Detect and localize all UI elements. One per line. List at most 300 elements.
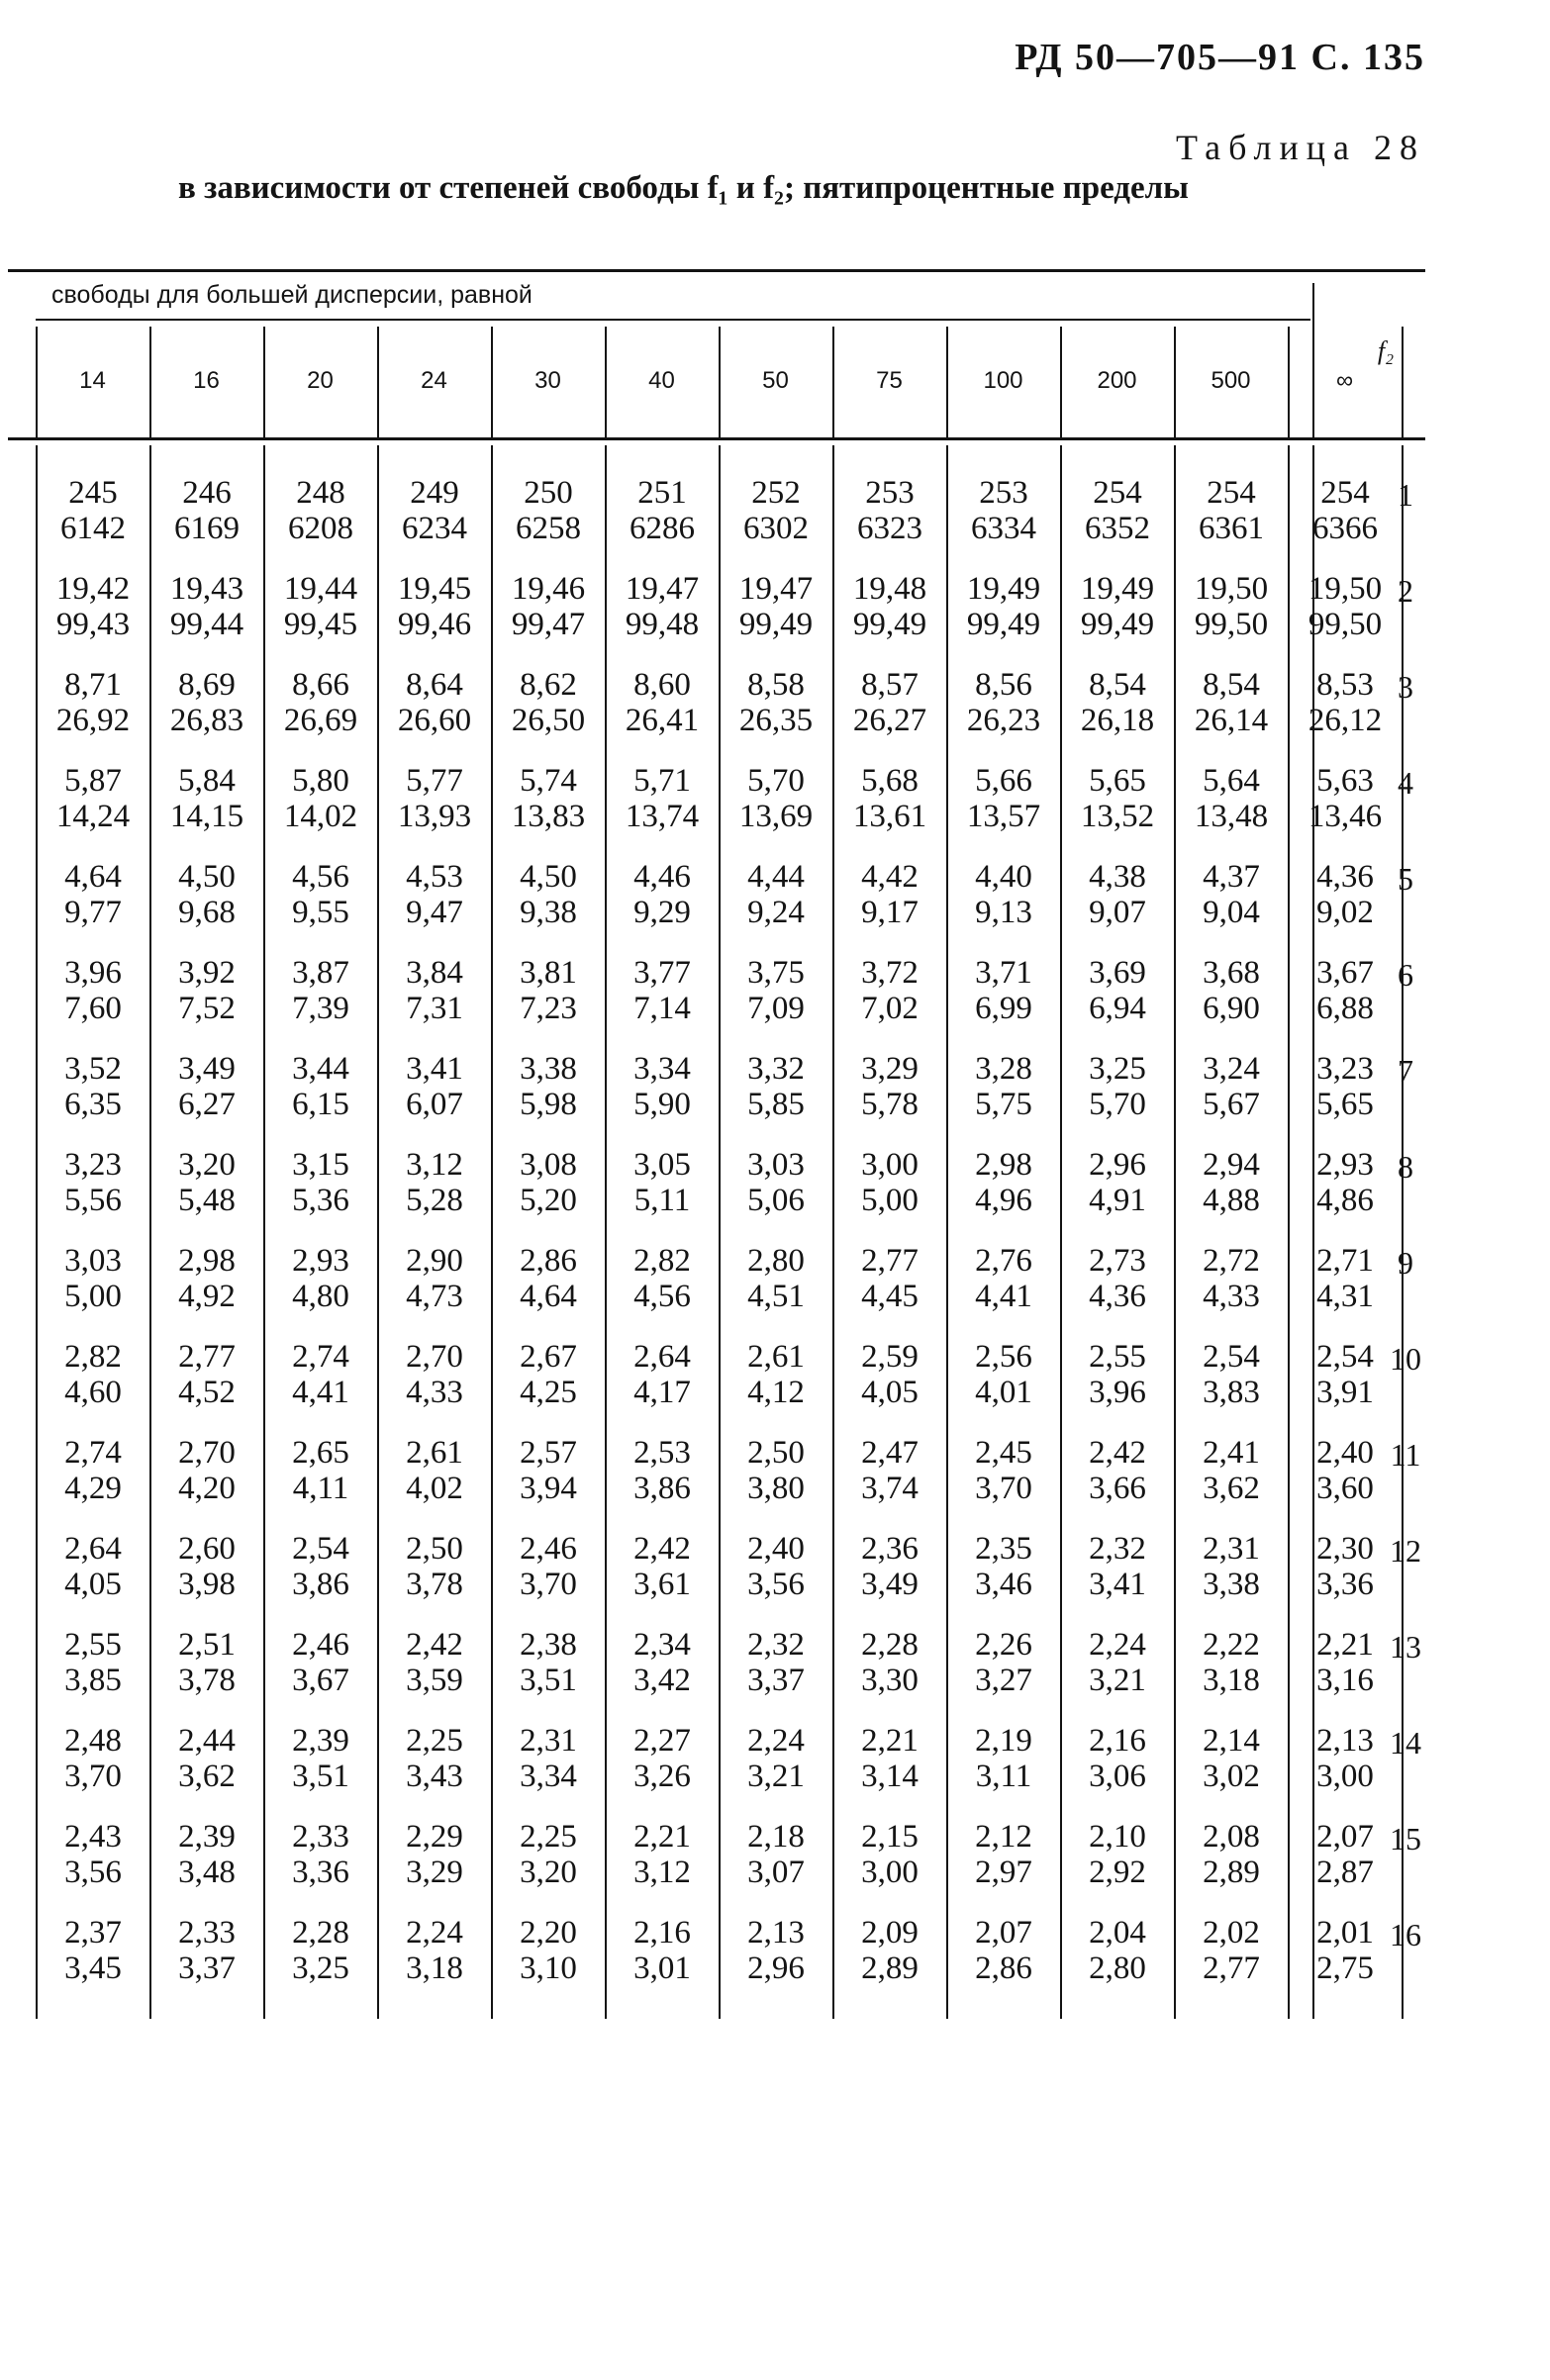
table-cell [1066,475,1169,546]
cell-value-lower: 4,05 [861,1375,919,1410]
cell-value-lower: 9,13 [975,895,1032,930]
cell-value-lower: 2,96 [747,1951,805,1986]
cell-value-upper: 2,10 [1089,1819,1146,1855]
cell-value-lower: 13,57 [966,799,1041,834]
cell-value-lower: 3,56 [747,1567,805,1602]
f2-value: 12 [1390,1533,1421,1569]
table-cell [838,1435,941,1506]
cell-value-upper: 4,64 [64,859,122,895]
table-subtitle: в зависимости от степеней свободы f₁ и f₂; пятипроцентные пределы [178,170,1189,206]
cell-value-lower: 4,41 [975,1279,1032,1314]
cell-value-upper: 2,93 [1316,1147,1374,1183]
cell-value-lower: 4,01 [975,1375,1032,1410]
cell-value-upper: 2,30 [1316,1531,1374,1567]
table-cell [838,475,941,546]
cell-value-upper: 3,38 [520,1051,577,1087]
cell-value-lower: 4,45 [861,1279,919,1314]
cell-value-lower: 13,93 [397,799,472,834]
cell-value-lower: 5,75 [975,1087,1032,1122]
cell-value-lower: 99,44 [169,607,244,642]
cell-value-upper: 2,44 [178,1723,236,1759]
header-column-divider [1060,327,1062,437]
table-cell [42,1723,145,1794]
cell-value-upper: 19,50 [1194,571,1269,607]
table-cell [42,475,145,546]
cell-value-upper: 3,28 [975,1051,1032,1087]
cell-value-lower: 99,50 [1308,607,1383,642]
table-cell [269,1243,372,1314]
table-cell [42,1435,145,1506]
header-column-divider [1174,327,1176,437]
table-cell [1180,859,1283,930]
cell-value-upper: 2,65 [292,1435,349,1471]
cell-value-lower: 13,61 [852,799,927,834]
cell-value-upper: 3,84 [406,955,463,991]
cell-value-lower: 2,77 [1203,1951,1260,1986]
cell-value-lower: 7,02 [861,991,919,1026]
cell-value-upper: 2,42 [406,1627,463,1663]
cell-value-upper: 245 [68,475,118,511]
cell-value-upper: 3,34 [633,1051,691,1087]
cell-value-lower: 3,70 [520,1567,577,1602]
cell-value-upper: 2,31 [1203,1531,1260,1567]
table-cell [838,1819,941,1890]
table-cell [611,1819,714,1890]
cell-value-lower: 5,36 [292,1183,349,1218]
table-cell [497,859,600,930]
cell-value-upper: 2,96 [1089,1147,1146,1183]
cell-value-lower: 5,48 [178,1183,236,1218]
table-cell [383,763,486,834]
cell-value-lower: 3,78 [178,1663,236,1698]
table-cell [42,1147,145,1218]
table-cell [42,763,145,834]
cell-value-lower: 3,21 [747,1759,805,1794]
table-cell [155,475,258,546]
table-cell [725,859,827,930]
cell-value-lower: 9,24 [747,895,805,930]
cell-value-upper: 8,60 [633,667,691,703]
header-column-divider [36,327,38,437]
cell-value-lower: 4,05 [64,1567,122,1602]
table-cell [838,1339,941,1410]
document-reference: РД 50—705—91 С. 135 [1015,37,1425,78]
cell-value-lower: 7,60 [64,991,122,1026]
table-cell [725,1915,827,1986]
table-cell [1180,1435,1283,1506]
cell-value-lower: 26,12 [1308,703,1383,738]
cell-value-lower: 3,00 [1316,1759,1374,1794]
cell-value-upper: 2,16 [1089,1723,1146,1759]
table-cell [838,1243,941,1314]
cell-value-upper: 2,24 [747,1723,805,1759]
table-cell [497,1627,600,1698]
cell-value-lower: 14,02 [283,799,358,834]
cell-value-lower: 4,73 [406,1279,463,1314]
column-group-rule [36,319,1310,321]
cell-value-lower: 3,45 [64,1951,122,1986]
cell-value-upper: 2,70 [406,1339,463,1375]
cell-value-upper: 2,98 [975,1147,1032,1183]
cell-value-lower: 3,46 [975,1567,1032,1602]
cell-value-lower: 5,90 [633,1087,691,1122]
cell-value-lower: 3,07 [747,1855,805,1890]
body-column-divider [263,445,265,2019]
cell-value-lower: 99,48 [625,607,700,642]
cell-value-lower: 3,36 [1316,1567,1374,1602]
table-cell [1066,667,1169,738]
table-cell [725,955,827,1026]
cell-value-lower: 9,68 [178,895,236,930]
cell-value-upper: 2,21 [861,1723,919,1759]
cell-value-lower: 3,74 [861,1471,919,1506]
table-cell [725,1627,827,1698]
cell-value-upper: 8,62 [520,667,577,703]
cell-value-upper: 4,56 [292,859,349,895]
table-cell [611,955,714,1026]
column-header: 14 [79,367,106,394]
table-cell [269,1915,372,1986]
table-cell [952,1627,1055,1698]
cell-value-lower: 4,33 [1203,1279,1260,1314]
column-header: 500 [1211,367,1251,394]
table-cell [497,1819,600,1890]
cell-value-lower: 3,70 [64,1759,122,1794]
cell-value-lower: 6208 [288,511,353,546]
cell-value-upper: 3,03 [747,1147,805,1183]
body-column-divider [946,445,948,2019]
cell-value-lower: 4,86 [1316,1183,1374,1218]
cell-value-upper: 2,37 [64,1915,122,1951]
cell-value-lower: 99,49 [1080,607,1155,642]
cell-value-upper: 5,71 [633,763,691,799]
table-cell [269,1723,372,1794]
f2-value: 13 [1390,1629,1421,1665]
cell-value-lower: 13,69 [738,799,814,834]
cell-value-lower: 3,00 [861,1855,919,1890]
cell-value-upper: 2,19 [975,1723,1032,1759]
cell-value-lower: 26,41 [625,703,700,738]
cell-value-upper: 2,46 [292,1627,349,1663]
cell-value-lower: 13,46 [1308,799,1383,834]
cell-value-upper: 8,54 [1089,667,1146,703]
cell-value-lower: 3,62 [1203,1471,1260,1506]
cell-value-lower: 13,52 [1080,799,1155,834]
cell-value-lower: 4,02 [406,1471,463,1506]
cell-value-lower: 2,86 [975,1951,1032,1986]
cell-value-lower: 3,21 [1089,1663,1146,1698]
cell-value-lower: 99,43 [55,607,131,642]
cell-value-upper: 3,23 [1316,1051,1374,1087]
table-cell [611,1627,714,1698]
cell-value-upper: 2,28 [861,1627,919,1663]
table-cell [838,859,941,930]
cell-value-lower: 3,83 [1203,1375,1260,1410]
cell-value-lower: 3,86 [633,1471,691,1506]
cell-value-upper: 2,51 [178,1627,236,1663]
table-cell [42,955,145,1026]
table-cell [838,763,941,834]
header-column-divider [149,327,151,437]
cell-value-lower: 4,11 [292,1471,349,1506]
cell-value-upper: 19,43 [169,571,244,607]
table-cell [155,1243,258,1314]
table-number: Таблица 28 [1176,128,1425,167]
cell-value-lower: 3,27 [975,1663,1032,1698]
cell-value-upper: 2,39 [292,1723,349,1759]
cell-value-lower: 13,74 [625,799,700,834]
cell-value-lower: 13,48 [1194,799,1269,834]
table-cell [269,667,372,738]
table-cell [497,1435,600,1506]
cell-value-lower: 5,00 [64,1279,122,1314]
cell-value-upper: 4,42 [861,859,919,895]
cell-value-lower: 5,98 [520,1087,577,1122]
header-column-divider [263,327,265,437]
cell-value-upper: 2,38 [520,1627,577,1663]
cell-value-lower: 4,56 [633,1279,691,1314]
cell-value-lower: 5,67 [1203,1087,1260,1122]
table-cell [1180,763,1283,834]
table-cell [1180,1915,1283,1986]
table-cell [838,667,941,738]
cell-value-upper: 2,24 [1089,1627,1146,1663]
table-cell [155,1051,258,1122]
cell-value-upper: 2,43 [64,1819,122,1855]
cell-value-upper: 5,87 [64,763,122,799]
table-cell [155,1339,258,1410]
table-cell [42,1339,145,1410]
table-cell [42,1627,145,1698]
cell-value-lower: 3,10 [520,1951,577,1986]
cell-value-upper: 4,50 [520,859,577,895]
column-header: 75 [876,367,903,394]
cell-value-lower: 5,06 [747,1183,805,1218]
cell-value-upper: 2,36 [861,1531,919,1567]
table-cell [497,1723,600,1794]
table-cell [952,1435,1055,1506]
f2-value: 10 [1390,1341,1421,1377]
cell-value-lower: 6,15 [292,1087,349,1122]
cell-value-upper: 2,82 [64,1339,122,1375]
cell-value-lower: 2,89 [1203,1855,1260,1890]
cell-value-upper: 2,14 [1203,1723,1260,1759]
cell-value-lower: 6234 [402,511,467,546]
cell-value-upper: 4,40 [975,859,1032,895]
cell-value-lower: 6302 [743,511,809,546]
table-cell [952,571,1055,642]
table-cell [269,859,372,930]
cell-value-lower: 4,88 [1203,1183,1260,1218]
cell-value-lower: 99,50 [1194,607,1269,642]
cell-value-lower: 3,86 [292,1567,349,1602]
table-cell [1180,1531,1283,1602]
cell-value-upper: 3,05 [633,1147,691,1183]
table-cell [611,859,714,930]
cell-value-upper: 2,08 [1203,1819,1260,1855]
table-cell [952,1819,1055,1890]
table-cell [952,1531,1055,1602]
cell-value-upper: 19,46 [511,571,586,607]
cell-value-lower: 99,47 [511,607,586,642]
header-column-divider [605,327,607,437]
cell-value-lower: 26,92 [55,703,131,738]
cell-value-upper: 2,56 [975,1339,1032,1375]
table-cell [952,475,1055,546]
cell-value-upper: 4,46 [633,859,691,895]
table-cell [725,1723,827,1794]
table-cell [952,1051,1055,1122]
cell-value-upper: 2,74 [292,1339,349,1375]
cell-value-upper: 19,49 [1080,571,1155,607]
cell-value-upper: 19,42 [55,571,131,607]
header-column-divider [946,327,948,437]
cell-value-upper: 2,47 [861,1435,919,1471]
table-cell [383,1531,486,1602]
cell-value-upper: 4,53 [406,859,463,895]
cell-value-upper: 2,76 [975,1243,1032,1279]
cell-value-upper: 2,77 [178,1339,236,1375]
body-column-divider [1288,445,1290,2019]
body-column-divider [36,445,38,2019]
column-header: 16 [193,367,220,394]
cell-value-upper: 2,80 [747,1243,805,1279]
cell-value-upper: 5,74 [520,763,577,799]
cell-value-lower: 4,52 [178,1375,236,1410]
table-cell [383,1051,486,1122]
table-cell [1180,1819,1283,1890]
cell-value-upper: 3,24 [1203,1051,1260,1087]
table-cell [383,571,486,642]
cell-value-lower: 3,34 [520,1759,577,1794]
cell-value-lower: 99,45 [283,607,358,642]
cell-value-upper: 2,21 [633,1819,691,1855]
cell-value-lower: 13,83 [511,799,586,834]
cell-value-lower: 3,11 [975,1759,1032,1794]
cell-value-upper: 2,90 [406,1243,463,1279]
table-cell [42,1819,145,1890]
cell-value-upper: 2,48 [64,1723,122,1759]
table-cell [1180,475,1283,546]
table-cell [269,763,372,834]
table-cell [1066,763,1169,834]
column-header: 40 [648,367,675,394]
cell-value-upper: 19,48 [852,571,927,607]
table-cell [611,1435,714,1506]
cell-value-upper: 4,50 [178,859,236,895]
cell-value-lower: 99,49 [738,607,814,642]
table-cell [497,763,600,834]
cell-value-upper: 254 [1207,475,1256,511]
table-cell [1066,1627,1169,1698]
table-top-rule [8,269,1425,272]
cell-value-upper: 2,60 [178,1531,236,1567]
cell-value-lower: 6,99 [975,991,1032,1026]
table-cell [155,859,258,930]
cell-value-lower: 4,17 [633,1375,691,1410]
cell-value-lower: 3,96 [1089,1375,1146,1410]
table-cell [1180,667,1283,738]
cell-value-lower: 3,61 [633,1567,691,1602]
table-cell [725,475,827,546]
cell-value-lower: 3,59 [406,1663,463,1698]
cell-value-lower: 9,38 [520,895,577,930]
cell-value-lower: 4,36 [1089,1279,1146,1314]
table-cell [725,1339,827,1410]
table-cell [611,667,714,738]
header-column-divider [832,327,834,437]
cell-value-lower: 26,35 [738,703,814,738]
cell-value-upper: 2,33 [292,1819,349,1855]
cell-value-upper: 2,94 [1203,1147,1260,1183]
cell-value-upper: 19,47 [625,571,700,607]
cell-value-upper: 3,52 [64,1051,122,1087]
f2-value: 5 [1398,861,1413,897]
body-column-divider [719,445,721,2019]
cell-value-upper: 8,71 [64,667,122,703]
cell-value-lower: 99,46 [397,607,472,642]
cell-value-upper: 2,61 [406,1435,463,1471]
cell-value-lower: 99,49 [966,607,1041,642]
table-cell [155,1147,258,1218]
cell-value-upper: 3,41 [406,1051,463,1087]
cell-value-upper: 4,38 [1089,859,1146,895]
cell-value-upper: 3,25 [1089,1051,1146,1087]
f2-column-header: f₂ [1377,336,1395,365]
cell-value-upper: 3,00 [861,1147,919,1183]
f2-value: 4 [1398,765,1413,801]
table-cell [611,1147,714,1218]
table-cell [269,475,372,546]
cell-value-upper: 2,82 [633,1243,691,1279]
header-column-divider [377,327,379,437]
cell-value-upper: 2,18 [747,1819,805,1855]
cell-value-lower: 2,75 [1316,1951,1374,1986]
cell-value-lower: 3,49 [861,1567,919,1602]
cell-value-upper: 2,21 [1316,1627,1374,1663]
cell-value-upper: 3,87 [292,955,349,991]
table-cell [497,1051,600,1122]
cell-value-upper: 2,67 [520,1339,577,1375]
table-cell [1066,859,1169,930]
cell-value-lower: 9,04 [1203,895,1260,930]
table-cell [611,1051,714,1122]
cell-value-upper: 8,66 [292,667,349,703]
cell-value-upper: 3,32 [747,1051,805,1087]
table-cell [383,475,486,546]
cell-value-lower: 3,18 [406,1951,463,1986]
cell-value-upper: 2,07 [975,1915,1032,1951]
cell-value-upper: 5,68 [861,763,919,799]
cell-value-upper: 2,04 [1089,1915,1146,1951]
cell-value-upper: 2,72 [1203,1243,1260,1279]
cell-value-upper: 249 [410,475,459,511]
cell-value-lower: 7,23 [520,991,577,1026]
table-cell [42,859,145,930]
cell-value-upper: 2,55 [64,1627,122,1663]
table-cell [497,1243,600,1314]
cell-value-lower: 3,85 [64,1663,122,1698]
table-cell [497,1339,600,1410]
cell-value-lower: 4,51 [747,1279,805,1314]
table-cell [1066,1339,1169,1410]
cell-value-lower: 7,39 [292,991,349,1026]
table-cell [611,475,714,546]
cell-value-upper: 2,54 [1203,1339,1260,1375]
cell-value-upper: 5,64 [1203,763,1260,799]
cell-value-upper: 2,73 [1089,1243,1146,1279]
cell-value-lower: 4,91 [1089,1183,1146,1218]
